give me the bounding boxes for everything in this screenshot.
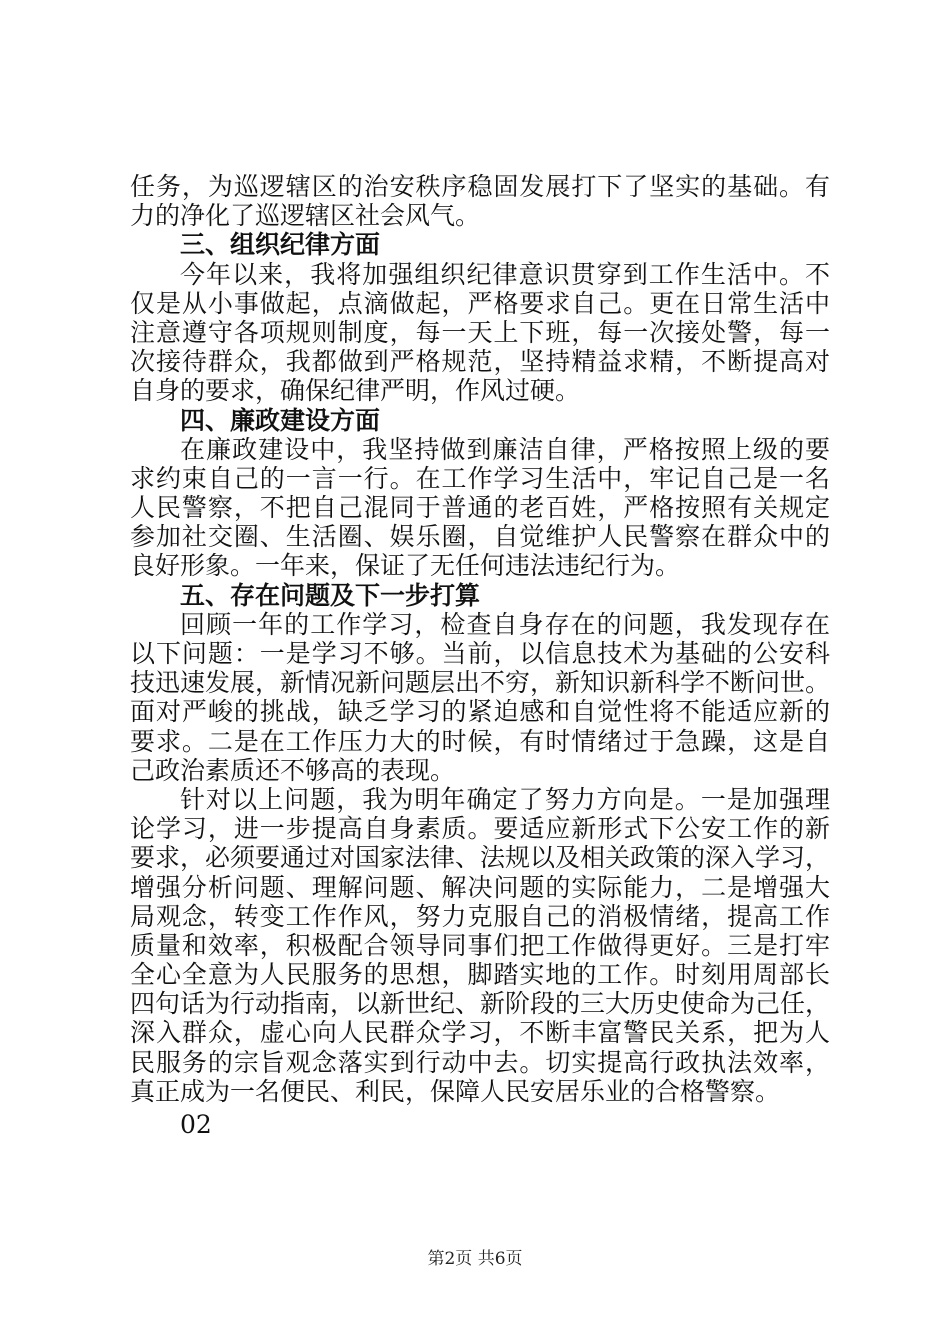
paragraph-line: 求约束自己的一言一行。在工作学习生活中，牢记自己是一名 <box>130 463 830 493</box>
paragraph-line: 次接待群众，我都做到严格规范，坚持精益求精，不断提高对 <box>130 347 830 377</box>
paragraph-line: 良好形象。一年来，保证了无任何违法违纪行为。 <box>130 551 681 581</box>
paragraph-line: 参加社交圈、生活圈、娱乐圈，自觉维护人民警察在群众中的 <box>130 522 830 552</box>
paragraph-line: 四句话为行动指南，以新世纪、新阶段的三大历史使命为己任， <box>130 989 831 1019</box>
paragraph-line: 回顾一年的工作学习，检查自身存在的问题，我发现存在 <box>180 609 830 639</box>
paragraph-line: 真正成为一名便民、利民，保障人民安居乐业的合格警察。 <box>130 1076 781 1106</box>
document-body <box>130 172 830 1139</box>
paragraph-line: 人民警察，不把自己混同于普通的老百姓，严格按照有关规定 <box>130 493 830 523</box>
paragraph-line: 仅是从小事做起，点滴做起，严格要求自己。更在日常生活中 <box>130 288 830 318</box>
paragraph-line: 技迅速发展，新情况新问题层出不穷，新知识新科学不断问世。 <box>130 668 831 698</box>
paragraph-line: 针对以上问题，我为明年确定了努力方向是。一是加强理 <box>180 784 830 814</box>
paragraph-line: 局观念，转变工作作风，努力克服自己的消极情绪，提高工作 <box>130 901 830 931</box>
paragraph-line: 民服务的宗旨观念落实到行动中去。切实提高行政执法效率， <box>130 1047 830 1077</box>
paragraph-line: 力的净化了巡逻辖区社会风气。 <box>130 201 481 231</box>
paragraph-line: 全心全意为人民服务的思想，脚踏实地的工作。时刻用周部长 <box>130 960 830 990</box>
paragraph-line: 注意遵守各项规则制度，每一天上下班，每一次接处警，每一 <box>130 317 830 347</box>
page-marker: 02 <box>180 1110 212 1139</box>
paragraph-line: 论学习，进一步提高自身素质。要适应新形式下公安工作的新 <box>130 814 830 844</box>
paragraph-line: 以下问题：一是学习不够。当前，以信息技术为基础的公安科 <box>130 639 830 668</box>
paragraph-line: 任务，为巡逻辖区的治安秩序稳固发展打下了坚实的基础。有 <box>130 172 830 201</box>
paragraph-line: 自身的要求，确保纪律严明，作风过硬。 <box>130 376 581 406</box>
paragraph-line: 增强分析问题、理解问题、解决问题的实际能力，二是增强大 <box>130 872 830 902</box>
paragraph-line: 要求。二是在工作压力大的时候，有时情绪过于急躁，这是自 <box>130 726 830 756</box>
paragraph-line: 质量和效率，积极配合领导同事们把工作做得更好。三是打牢 <box>130 930 830 960</box>
paragraph-line: 在廉政建设中，我坚持做到廉洁自律，严格按照上级的要 <box>180 434 830 464</box>
paragraph-line: 面对严峻的挑战，缺乏学习的紧迫感和自觉性将不能适应新的 <box>130 697 830 727</box>
paragraph-line: 己政治素质还不够高的表现。 <box>130 755 456 785</box>
page-footer: 第2页 共6页 <box>427 1249 523 1269</box>
section-heading: 三、组织纪律方面 <box>180 230 381 260</box>
section-heading: 四、廉政建设方面 <box>180 405 381 435</box>
section-heading: 五、存在问题及下一步打算 <box>180 580 481 610</box>
paragraph-line: 今年以来，我将加强组织纪律意识贯穿到工作生活中。不 <box>180 259 830 289</box>
paragraph-line: 深入群众，虚心向人民群众学习，不断丰富警民关系，把为人 <box>130 1018 830 1048</box>
paragraph-line: 要求，必须要通过对国家法律、法规以及相关政策的深入学习， <box>130 843 831 873</box>
